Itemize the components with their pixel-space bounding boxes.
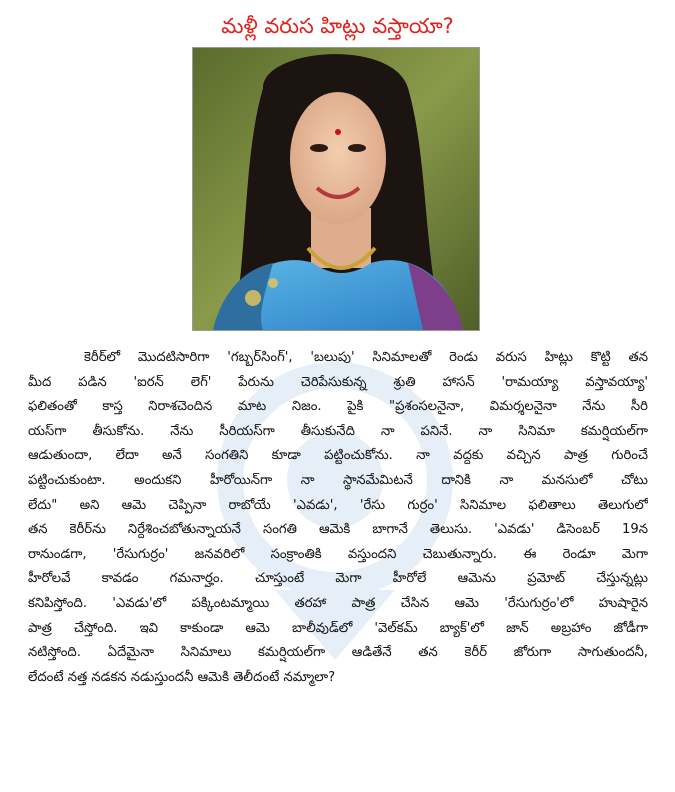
article-line: ఆడుతుందా, లేదా అనే సంగతిని కూడా పట్టించుకోను. నా వద్దకు వచ్చిన పాత్ర గురించే	[28, 448, 648, 464]
article-line: యస్‌గా తీసుకోను. నేను సీరియస్‌గా తీసుకునేది నా పనినే. నా సినిమా కమర్షియల్‌గా	[28, 423, 648, 439]
article-line: లేదు" అని ఆమె చెప్పినా రాబోయే 'ఎవడు', 'రేసు గుర్రం' సినిమాల ఫలితాలు తెలుగులో	[28, 497, 648, 513]
article-headline: మళ్లీ వరుస హిట్లు వస్తాయా?	[221, 14, 454, 38]
portrait-photo-icon	[193, 48, 479, 330]
article-line: పట్టించుకుంటా. అందుకని హీరోయిన్‌గా నా స్థానమేమిటనే దానికి నా మనసులో చోటు	[28, 472, 648, 488]
article-line: తన కెరీర్‌ను నిర్దేశించబోతున్నాయనే సంగతి ఆమెకి బాగానే తెలుసు. 'ఎవడు' డిసెంబర్ 19న	[28, 522, 648, 538]
article-line: కనిపిస్తోంది. 'ఎవడు'లో పక్కింటమ్మాయి తరహా పాత్ర చేసిన ఆమె 'రేసుగుర్రం'లో హుషారైన	[28, 595, 648, 611]
article-line: హీరోలవే కావడం గమనార్హం. చూస్తుంటే మెగా హీరోలే ఆమెను ప్రమోట్ చేస్తున్నట్లు	[28, 571, 648, 587]
article-line: ఫలితంతో కాస్త నిరాశచెందిన మాట నిజం. పైకి "ప్రశంసలనైనా, విమర్శలనైనా నేను సీరి	[28, 399, 648, 415]
article-line: రానుండగా, 'రేసుగుర్రం' జనవరిలో సంక్రాంతికి వస్తుందని చెబుతున్నారు. ఈ రెండూ మెగా	[28, 546, 648, 562]
article-line: నటిస్తోంది. ఏదేమైనా సినిమాలు కమర్షియల్‌గా ఆడితేనే తన కెరీర్ జోరుగా సాగుతుందనీ,	[28, 645, 648, 661]
article-photo	[192, 47, 480, 331]
article-line: కెరీర్‌లో మొదటిసారిగా 'గబ్బర్‌సింగ్', 'బలుపు' సినిమాలతో రెండు వరుస హిట్లు కొట్టి తన	[84, 350, 648, 365]
article-line: లేదంటే నత్త నడకన నడుస్తుందనీ ఆమెకి తెలీదంటే నమ్మాలా?	[28, 669, 336, 685]
article-body	[28, 346, 648, 690]
article-line: పాత్ర చేస్తోంది. ఇవి కాకుండా ఆమె బాలీవుడ్‌లో 'వెల్‌కమ్ బ్యాక్'లో జాన్ అబ్రహాం జోడీగా	[28, 620, 648, 636]
article-line: మీద పడిన 'ఐరన్ లెగ్' పేరును చెరిపేసుకున్న శ్రుతి హాసన్ 'రామయ్యా వస్తావయ్యా'	[28, 374, 648, 390]
